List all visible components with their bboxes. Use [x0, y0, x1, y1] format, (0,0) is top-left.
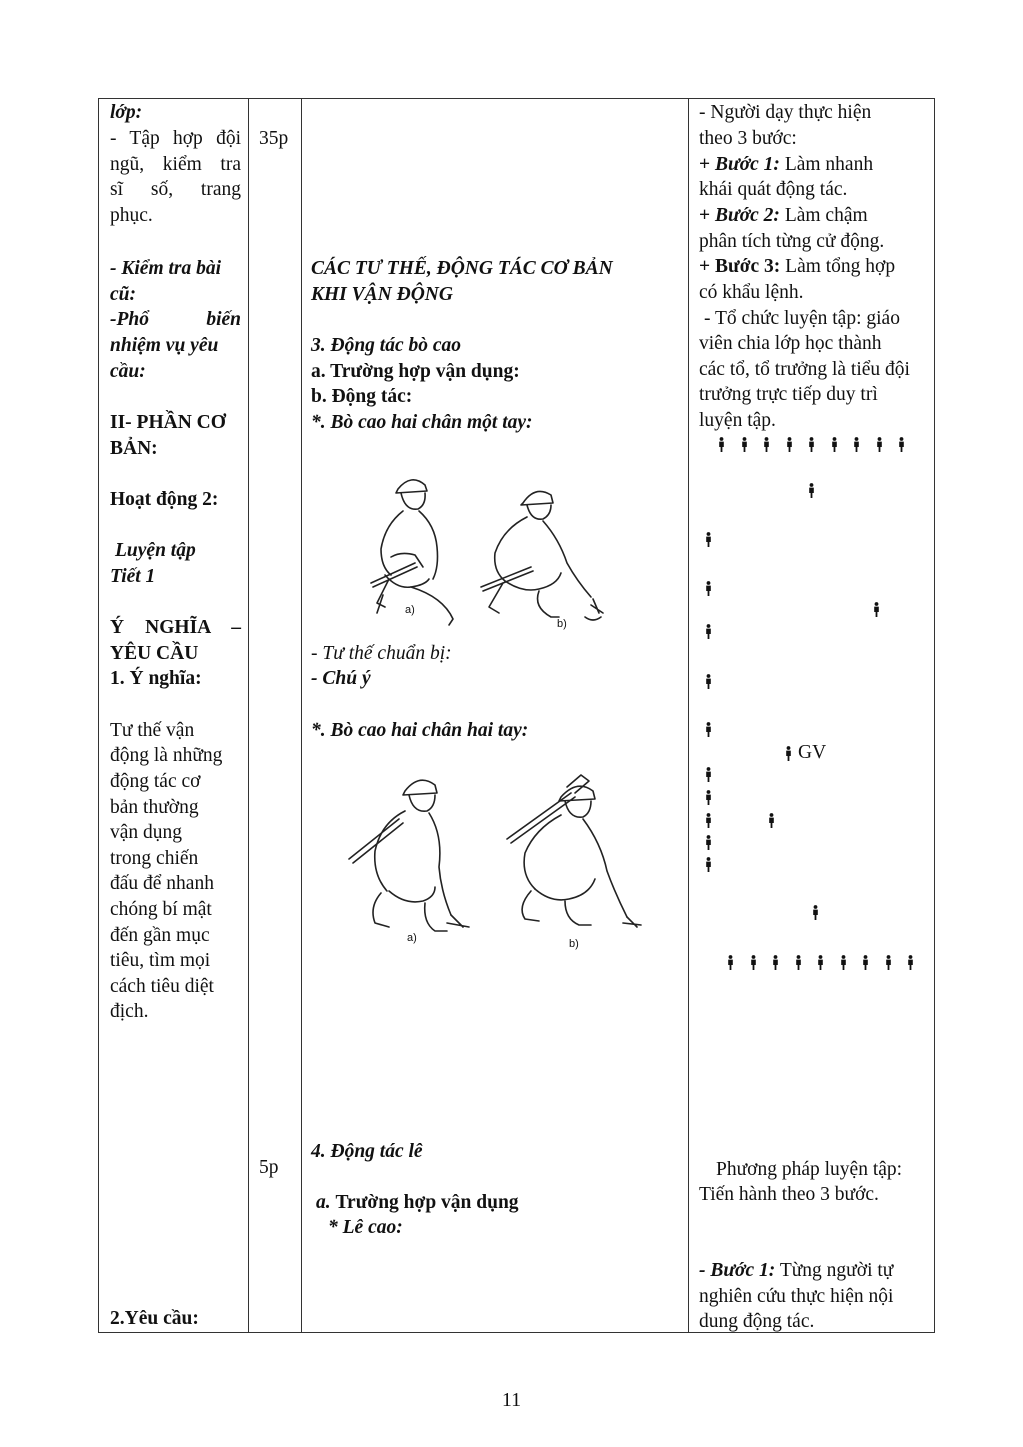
text-line: các tổ, tổ trưởng là tiểu đội — [699, 359, 910, 380]
figure-label: b) — [557, 618, 567, 630]
text-line: Tư thế vận — [110, 720, 195, 741]
text-line: cầu: — [110, 361, 146, 382]
text-line: động là những — [110, 745, 223, 766]
person-icon — [885, 955, 892, 970]
person-icon — [772, 955, 779, 970]
person-icon — [705, 790, 712, 805]
text-line — [699, 203, 931, 229]
text-line: Tiết 1 — [110, 566, 156, 587]
text-line: trưởng trực tiếp duy trì — [699, 384, 878, 405]
text-line: chóng bí mật — [110, 899, 212, 920]
person-icon — [705, 857, 712, 872]
text-line: bản thường — [110, 797, 199, 818]
person-icon — [705, 674, 712, 689]
text-line: * Lê cao: — [328, 1217, 403, 1238]
person-icon — [727, 955, 734, 970]
page-number: 11 — [501, 1389, 522, 1411]
text-line: Phương pháp luyện tập: — [716, 1159, 903, 1180]
text-line: *. Bò cao hai chân một tay: — [311, 412, 533, 433]
person-icon — [812, 905, 819, 920]
section-heading: 1. Ý nghĩa: — [110, 668, 202, 689]
text-line: nghiên cứu thực hiện nội — [699, 1286, 894, 1307]
section-title: KHI VẬN ĐỘNG — [311, 284, 453, 305]
text-line: - Kiểm tra bài — [110, 258, 222, 279]
text-line: đấu để nhanh — [110, 873, 214, 894]
text-line: khái quát động tác. — [699, 179, 848, 200]
person-icon — [741, 437, 748, 452]
section-heading: II- PHẦN CƠ — [110, 412, 226, 433]
text-line: phục. — [110, 205, 153, 226]
person-icon — [705, 624, 712, 639]
text-line — [699, 152, 931, 178]
subsection-heading: 3. Động tác bò cao — [311, 335, 462, 356]
lesson-table — [98, 98, 935, 1333]
text-line: - Người dạy thực hiện — [699, 102, 872, 123]
person-icon — [853, 437, 860, 452]
person-icon — [808, 483, 815, 498]
text-line: nhiệm vụ yêu — [110, 335, 219, 356]
activity-heading: Hoạt động 2: — [110, 489, 219, 510]
instructor-icon — [785, 746, 792, 761]
text-line: sĩ số, trang — [110, 179, 241, 200]
plus-marker: + — [699, 205, 711, 226]
column-divider — [301, 99, 302, 1332]
text-line: đến gần mục — [110, 925, 210, 946]
step-label: Bước 1: — [715, 154, 780, 175]
instructor-label: GV — [798, 742, 827, 763]
text-line: ngũ, kiểm tra — [110, 154, 241, 175]
column-divider — [248, 99, 249, 1332]
text-run: Làm chậm — [784, 205, 868, 226]
text-line — [316, 1190, 681, 1216]
section-heading: YÊU CẦU — [110, 643, 199, 664]
person-icon — [763, 437, 770, 452]
text-line: a. Trường hợp vận dụng: — [311, 361, 520, 382]
text-run: Làm tổng hợp — [785, 256, 896, 277]
text-line: dung động tác. — [699, 1311, 815, 1332]
method-column — [699, 99, 931, 1332]
person-icon — [705, 532, 712, 547]
text-line: - Tổ chức luyện tập: giáo — [704, 308, 900, 329]
person-icon — [907, 955, 914, 970]
person-icon — [873, 602, 880, 617]
person-icon — [705, 722, 712, 737]
person-icon — [795, 955, 802, 970]
person-icon — [718, 437, 725, 452]
person-icon — [750, 955, 757, 970]
plus-marker: + — [699, 154, 711, 175]
step-label: Bước 3: — [715, 256, 781, 277]
figure-label: a) — [405, 604, 415, 616]
section-heading: Ý NGHĨA – — [110, 617, 241, 638]
plus-marker: + — [699, 256, 711, 277]
person-icon — [705, 813, 712, 828]
content-column — [311, 99, 681, 1332]
crawl-one-hand-illustration — [363, 467, 643, 637]
text-line: lớp: — [110, 102, 143, 123]
person-icon — [898, 437, 905, 452]
text-line — [699, 254, 931, 280]
text-run: Làm nhanh — [784, 154, 874, 175]
subsection-heading: 4. Động tác lê — [311, 1141, 423, 1162]
crawl-two-hands-illustration — [339, 767, 649, 957]
text-line: - Chú ý — [311, 668, 371, 689]
column-divider — [688, 99, 689, 1332]
text-run: Từng người tự — [779, 1260, 894, 1281]
text-line: vận dụng — [110, 822, 183, 843]
text-line: có khẩu lệnh. — [699, 282, 804, 303]
text-line: *. Bò cao hai chân hai tay: — [311, 720, 529, 741]
text-line: phân tích từng cử động. — [699, 231, 885, 252]
figure-label: a) — [407, 932, 417, 944]
text-line: Luyện tập — [115, 540, 196, 561]
text-run: Trường hợp vận dụng — [335, 1192, 519, 1213]
figure-label: b) — [569, 938, 579, 950]
text-line: - Tập hợp đội — [110, 128, 241, 149]
text-line: trong chiến — [110, 848, 199, 869]
text-line: tiêu, tìm mọi — [110, 950, 211, 971]
section-title: CÁC TƯ THẾ, ĐỘNG TÁC CƠ BẢN — [311, 258, 613, 279]
text-line — [699, 1258, 931, 1284]
text-line: - Tư thế chuẩn bị: — [311, 643, 452, 664]
step-label: - Bước 1: — [699, 1260, 776, 1281]
person-icon — [876, 437, 883, 452]
text-line: cách tiêu diệt — [110, 976, 214, 997]
person-icon — [831, 437, 838, 452]
duration: 5p — [259, 1157, 279, 1178]
section-heading: 2.Yêu cầu: — [110, 1308, 199, 1329]
person-icon — [840, 955, 847, 970]
section-heading: BẢN: — [110, 438, 158, 459]
text-line: Tiến hành theo 3 bước. — [699, 1184, 879, 1205]
text-line: cũ: — [110, 284, 136, 305]
duration: 35p — [259, 128, 289, 149]
text-line: -Phổ biến — [110, 309, 241, 330]
text-line: địch. — [110, 1001, 149, 1022]
text-line: luyện tập. — [699, 410, 776, 431]
text-line: b. Động tác: — [311, 386, 413, 407]
person-icon — [862, 955, 869, 970]
person-icon — [768, 813, 775, 828]
person-icon — [817, 955, 824, 970]
person-icon — [705, 767, 712, 782]
text-line: viên chia lớp học thành — [699, 333, 882, 354]
person-icon — [808, 437, 815, 452]
list-marker: a. — [316, 1192, 331, 1213]
text-line: động tác cơ — [110, 771, 201, 792]
person-icon — [705, 581, 712, 596]
text-line: theo 3 bước: — [699, 128, 797, 149]
person-icon — [705, 835, 712, 850]
step-label: Bước 2: — [715, 205, 780, 226]
person-icon — [786, 437, 793, 452]
